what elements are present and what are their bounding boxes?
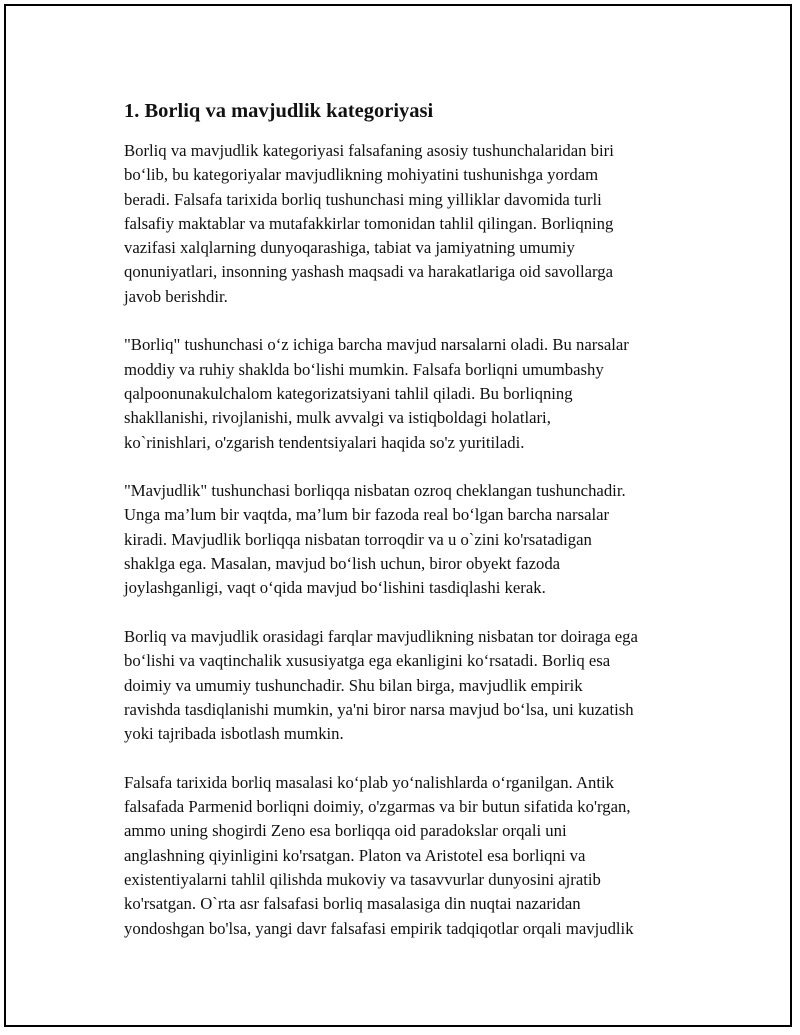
text-line: bo‘lib, bu kategoriyalar mavjudlikning mohiyatini tushunishga yordam — [124, 165, 599, 185]
text-line: ravishda tasdiqlanishi mumkin, ya'ni biror narsa mavjud bo‘lsa, uni kuzatish — [124, 699, 634, 719]
text-line: javob berishdir. — [124, 286, 228, 306]
text-line: doimiy va umumiy tushunchadir. Shu bilan birga, mavjudlik empirik — [124, 675, 583, 695]
text-line: Borliq va mavjudlik kategoriyasi falsafaning asosiy tushunchalaridan biri — [124, 141, 614, 160]
text-line: kiradi. Mavjudlik borliqqa nisbatan torroqdir va u o`zini ko'rsatadigan — [124, 529, 592, 549]
text-line: qalpoonunakulchalom kategorizatsiyani tahlil qiladi. Bu borliqning — [124, 383, 573, 403]
text-line: shaklga ega. Masalan, mavjud bo‘lish uchun, biror obyekt fazoda — [124, 554, 561, 574]
text-line: ko'rsatgan. O`rta asr falsafasi borliq masalasiga din nuqtai nazaridan — [124, 894, 581, 914]
text-line: "Mavjudlik" tushunchasi borliqqa nisbatan ozroq cheklangan tushunchadir. — [124, 481, 626, 501]
text-line: ammo uning shogirdi Zeno esa borliqqa oid paradokslar orqali uni — [124, 821, 567, 841]
text-line: falsafiy maktablar va mutafakkirlar tomonidan tahlil qilingan. Borliqning — [124, 213, 614, 233]
paragraph-1 — [124, 139, 704, 309]
text-line: qonuniyatlari, insonning yashash maqsadi va harakatlariga oid savollarga — [124, 262, 614, 282]
text-line: ko`rinishlari, o'zgarish tendentsiyalari haqida so'z yuritiladi. — [124, 432, 525, 452]
text-line: shakllanishi, rivojlanishi, mulk avvalgi va istiqboldagi holatlari, — [124, 408, 551, 428]
paragraph-4 — [124, 625, 704, 746]
paragraph-5 — [124, 771, 704, 941]
section-heading: 1. Borliq va mavjudlik kategoriyasi — [124, 100, 434, 122]
text-line: "Borliq" tushunchasi o‘z ichiga barcha mavjud narsalarni oladi. Bu narsalar — [124, 335, 629, 355]
text-line: yoki tajribada isbotlash mumkin. — [124, 724, 344, 744]
text-line: Borliq va mavjudlik orasidagi farqlar mavjudlikning nisbatan tor doiraga ega — [124, 626, 638, 646]
document-body — [124, 97, 704, 965]
paragraph-2 — [124, 333, 704, 454]
text-line: bo‘lishi va vaqtinchalik xususiyatga ega ekanligini ko‘rsatadi. Borliq esa — [124, 651, 611, 671]
text-line: vazifasi xalqlarning dunyoqarashiga, tabiat va jamiyatning umumiy — [124, 238, 575, 258]
text-line: falsafada Parmenid borliqni doimiy, o'zgarmas va bir butun sifatida ko'rgan, — [124, 797, 631, 817]
page-frame — [4, 4, 792, 1027]
text-line: anglashning qiyinligini ko'rsatgan. Platon va Aristotel esa borliqni va — [124, 845, 586, 865]
text-line: Falsafa tarixida borliq masalasi ko‘plab yo‘nalishlarda o‘rganilgan. Antik — [124, 772, 614, 792]
text-line: moddiy va ruhiy shaklda bo‘lishi mumkin. Falsafa borliqni umumbashy — [124, 359, 604, 379]
paragraph-3 — [124, 479, 704, 600]
text-line: existentiyalarni tahlil qilishda mukoviy va tasavvurlar dunyosini ajratib — [124, 869, 601, 889]
text-line: beradi. Falsafa tarixida borliq tushunchasi ming yilliklar davomida turli — [124, 189, 602, 209]
text-line: Unga ma’lum bir vaqtda, ma’lum bir fazoda real bo‘lgan barcha narsalar — [124, 505, 610, 525]
text-line: yondoshgan bo'lsa, yangi davr falsafasi empirik tadqiqotlar orqali mavjudlik — [124, 918, 634, 938]
text-line: joylashganligi, vaqt o‘qida mavjud bo‘lishini tasdiqlashi kerak. — [124, 578, 546, 598]
